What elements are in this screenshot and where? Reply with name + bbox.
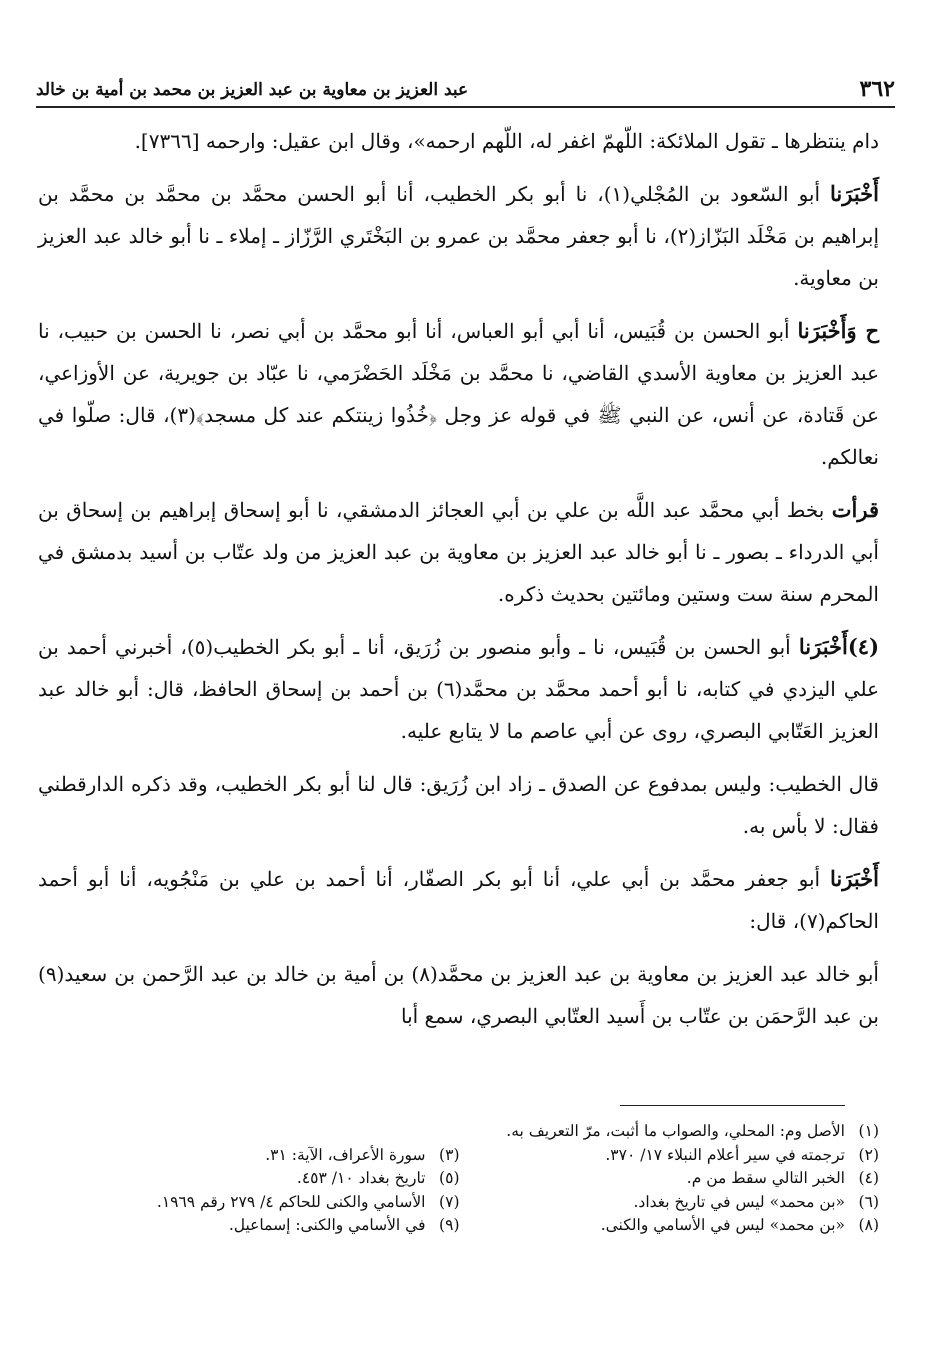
paragraph bbox=[38, 173, 879, 299]
footnote-text: تاريخ بغداد ١٠/ ٤٥٣. bbox=[296, 1169, 426, 1187]
footnote-number: (٦) bbox=[858, 1192, 879, 1211]
footnote-row bbox=[40, 1167, 879, 1191]
footnote-text: الأصل وم: المحلي، والصواب ما أثبت، مرّ التعريف به. bbox=[506, 1122, 845, 1140]
footnote-separator bbox=[620, 1105, 845, 1106]
footnote bbox=[40, 1167, 460, 1191]
footnotes bbox=[40, 1120, 879, 1238]
footnote-number: (٤) bbox=[858, 1169, 879, 1187]
paragraph-text: أبو خالد عبد العزيز بن معاوية بن عبد العزيز بن محمَّد(٨) بن أمية بن خالد بن عبد الرَّحمن بن سعيد(٩) بن عبد الرَّحمَن بن عتّاب بن أَسيد العتّابي البصري، سمع أبا bbox=[38, 962, 879, 1028]
footnote-number: (٨) bbox=[858, 1216, 879, 1234]
paragraph bbox=[38, 489, 879, 615]
footnote-text: الخبر التالي سقط من م. bbox=[686, 1169, 845, 1187]
main-text bbox=[38, 120, 879, 1048]
paragraph-lead: أَخْبَرَنا bbox=[830, 181, 879, 206]
footnote-number: (٧) bbox=[439, 1192, 460, 1211]
footnote-text: الأسامي والكنى للحاكم ٤/ ٢٧٩ رقم ١٩٦٩. bbox=[156, 1192, 426, 1211]
footnote-number: (٣) bbox=[439, 1145, 460, 1164]
footnote-text: في الأسامي والكنى: إسماعيل. bbox=[228, 1216, 426, 1234]
paragraph bbox=[38, 763, 879, 847]
footnote-number: (١) bbox=[858, 1122, 879, 1140]
footnote bbox=[40, 1144, 460, 1168]
paragraph bbox=[38, 858, 879, 942]
paragraph-lead: ح وَأَخْبَرَنا bbox=[797, 318, 879, 343]
footnote-text: «بن محمد» ليس في تاريخ بغداد. bbox=[633, 1192, 845, 1211]
page-header bbox=[36, 64, 895, 108]
footnote-text: سورة الأعراف، الآية: ٣١. bbox=[265, 1145, 426, 1164]
footnote bbox=[460, 1191, 880, 1215]
paragraph bbox=[38, 953, 879, 1037]
paragraph-text: قال الخطيب: وليس بمدفوع عن الصدق ـ زاد ابن زُرَيق: قال لنا أبو بكر الخطيب، وقد ذكره الدارقطني فقال: لا بأس به. bbox=[38, 772, 879, 838]
page-number: ٣٦٢ bbox=[859, 76, 895, 102]
paragraph bbox=[38, 120, 879, 162]
paragraph-text: أبو الحسن بن قُبَيس، أنا أبي أبو العباس، أنا أبو محمَّد بن أبي نصر، نا الحسن بن حبيب، نا عبد العزيز بن معاوية الأسدي القاضي، نا محمَّد بن مَخْلَد الحَضْرَمي، نا عبّاد بن جويرية، عن الأوزاعي، عن قَتادة، عن أنس، عن النبي ﷺ في قوله عز وجل ﴿خُذُوا زينتكم عند كل مسجد﴾(٣)، قال: صلّوا في نعالكم. bbox=[38, 319, 880, 469]
paragraph bbox=[38, 626, 879, 752]
footnote-text: ترجمته في سير أعلام النبلاء ١٧/ ٣٧٠. bbox=[605, 1145, 845, 1164]
footnote-number: (٥) bbox=[439, 1169, 460, 1187]
paragraph-text: أبو الحسن بن قُبَيس، نا ـ وأبو منصور بن زُرَيق، أنا ـ أبو بكر الخطيب(٥)، أخبرني أحمد بن علي اليزدي في كتابه، نا أبو أحمد محمَّد بن محمَّد(٦) بن أحمد بن إسحاق الحافظ، قال: أبو خالد عبد العزيز العَتّابي البصري، روى عن أبي عاصم ما لا يتابع عليه. bbox=[38, 635, 879, 743]
footnote bbox=[460, 1144, 880, 1168]
footnote-row bbox=[40, 1214, 879, 1238]
footnote bbox=[40, 1214, 460, 1238]
footnote-number: (٩) bbox=[439, 1216, 460, 1234]
footnote-row bbox=[40, 1120, 879, 1144]
footnote-row bbox=[40, 1144, 879, 1168]
running-title: عبد العزيز بن معاوية بن عبد العزيز بن محمد بن أمية بن خالد bbox=[36, 80, 469, 100]
footnote-number: (٢) bbox=[858, 1145, 879, 1164]
footnote-row bbox=[40, 1191, 879, 1215]
footnote bbox=[40, 1191, 460, 1215]
paragraph-text: أبو السّعود بن المُجْلي(١)، نا أبو بكر الخطيب، أنا أبو الحسن محمَّد بن محمَّد بن محمَّد بن إبراهيم بن مَخْلَد البَزّاز(٢)، نا أبو جعفر محمَّد بن عمرو بن البَخْتَري الرَّزّاز ـ إملاء ـ نا أبو خالد عبد العزيز بن معاوية. bbox=[38, 182, 879, 290]
paragraph-text: دام ينتظرها ـ تقول الملائكة: اللّهمّ اغفر له، اللّهم ارحمه»، وقال ابن عقيل: وارحمه [٧٣٦٦]. bbox=[134, 129, 879, 153]
footnote bbox=[460, 1167, 880, 1191]
paragraph-lead: أَخْبَرَنا bbox=[830, 866, 879, 891]
footnote bbox=[460, 1214, 880, 1238]
paragraph bbox=[38, 310, 879, 478]
paragraph-lead: قرأت bbox=[831, 497, 879, 522]
footnote bbox=[40, 1120, 879, 1144]
paragraph-text: بخط أبي محمَّد عبد اللَّه بن علي بن أبي العجائز الدمشقي، نا أبو إسحاق إبراهيم بن إسحاق بن أبي الدرداء ـ بصور ـ نا أبو خالد عبد العزيز بن معاوية بن عبد العزيز من ولد عتّاب بن أسيد بدمشق في المحرم سنة ست وستين ومائتين بحديث ذكره. bbox=[38, 498, 879, 606]
footnote-text: «بن محمد» ليس في الأسامي والكنى. bbox=[600, 1216, 845, 1234]
paragraph-lead: (٤)أَخْبَرَنا bbox=[798, 634, 880, 659]
paragraph-text: أبو جعفر محمَّد بن أبي علي، أنا أبو بكر الصفّار، أنا أحمد بن علي بن مَنْجُويه، أنا أبو أحمد الحاكم(٧)، قال: bbox=[38, 867, 879, 933]
